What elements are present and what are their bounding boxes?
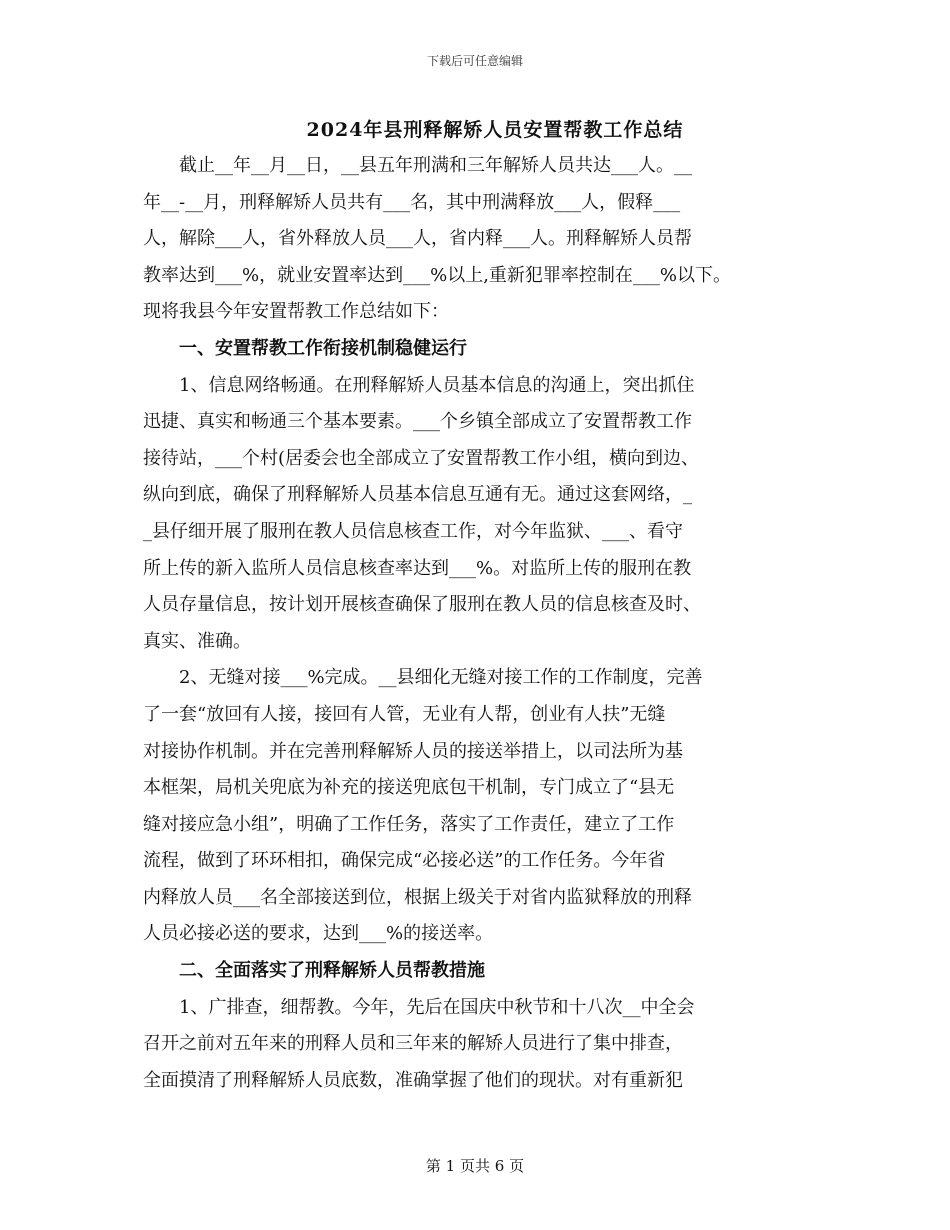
text-line: 教率达到___%，就业安置率达到___%以上,重新犯罪率控制在___%以下。 <box>143 264 732 286</box>
text-line: 流程，做到了环环相扣，确保完成“必接必送”的工作任务。今年省 <box>143 850 666 872</box>
text-line: 全面摸清了刑释解矫人员底数，准确掌握了他们的现状。对有重新犯 <box>143 1069 683 1091</box>
text-line: 人，解除___人，省外释放人员___人，省内释___人。刑释解矫人员帮 <box>143 228 692 250</box>
document-title: 2024年县刑释解矫人员安置帮教工作总结 <box>306 119 684 141</box>
text-line: 了一套“放回有人接，接回有人管，无业有人帮，创业有人扶”无缝 <box>143 703 666 725</box>
text-line: 1、广排查，细帮教。今年，先后在国庆中秋节和十八次__中全会 <box>143 996 695 1018</box>
text-line: 接待站，___个村(居委会也全部成立了安置帮教工作小组，横向到边、 <box>143 447 700 469</box>
header-note: 下载后可任意编辑 <box>426 54 523 68</box>
section-heading: 一、安置帮教工作衔接机制稳健运行 <box>143 337 467 359</box>
text-line: 现将我县今年安置帮教工作总结如下： <box>143 301 449 323</box>
text-line: 内释放人员___名全部接送到位，根据上级关于对省内监狱释放的刑释 <box>143 886 692 908</box>
text-line: 所上传的新入监所人员信息核查率达到___%。对监所上传的服刑在教 <box>143 557 692 579</box>
text-line: 缝对接应急小组”，明确了工作任务，落实了工作责任，建立了工作 <box>143 813 675 835</box>
text-line: _县仔细开展了服刑在教人员信息核查工作，对今年监狱、___、看守 <box>143 520 683 542</box>
text-line: 1、信息网络畅通。在刑释解矫人员基本信息的沟通上，突出抓住 <box>143 374 695 396</box>
text-line: 年__-__月，刑释解矫人员共有___名，其中刑满释放___人，假释___ <box>143 191 681 213</box>
document-body <box>143 148 815 1099</box>
text-line: 真实、准确。 <box>143 630 251 652</box>
text-line: 纵向到底，确保了刑释解矫人员基本信息互通有无。通过这套网络，_ <box>143 484 692 506</box>
text-line: 人员必接必送的要求，达到___%的接送率。 <box>143 923 494 945</box>
section-heading: 二、全面落实了刑释解矫人员帮教措施 <box>143 960 485 982</box>
text-line: 迅捷、真实和畅通三个基本要素。___个乡镇全部成立了安置帮教工作 <box>143 411 692 433</box>
text-line: 对接协作机制。并在完善刑释解矫人员的接送举措上，以司法所为基 <box>143 740 683 762</box>
page-footer: 第 1 页共 6 页 <box>425 1157 525 1175</box>
text-line: 2、无缝对接___%完成。__县细化无缝对接工作的工作制度，完善 <box>143 667 703 689</box>
text-line: 召开之前对五年来的刑释人员和三年来的解矫人员进行了集中排查， <box>143 1033 683 1055</box>
text-line: 本框架，局机关兜底为补充的接送兜底包干机制，专门成立了“县无 <box>143 777 675 799</box>
text-line: 截止__年__月__日，__县五年刑满和三年解矫人员共达___人。__ <box>143 155 692 176</box>
text-line: 人员存量信息，按计划开展核查确保了服刑在教人员的信息核查及时、 <box>143 594 701 616</box>
